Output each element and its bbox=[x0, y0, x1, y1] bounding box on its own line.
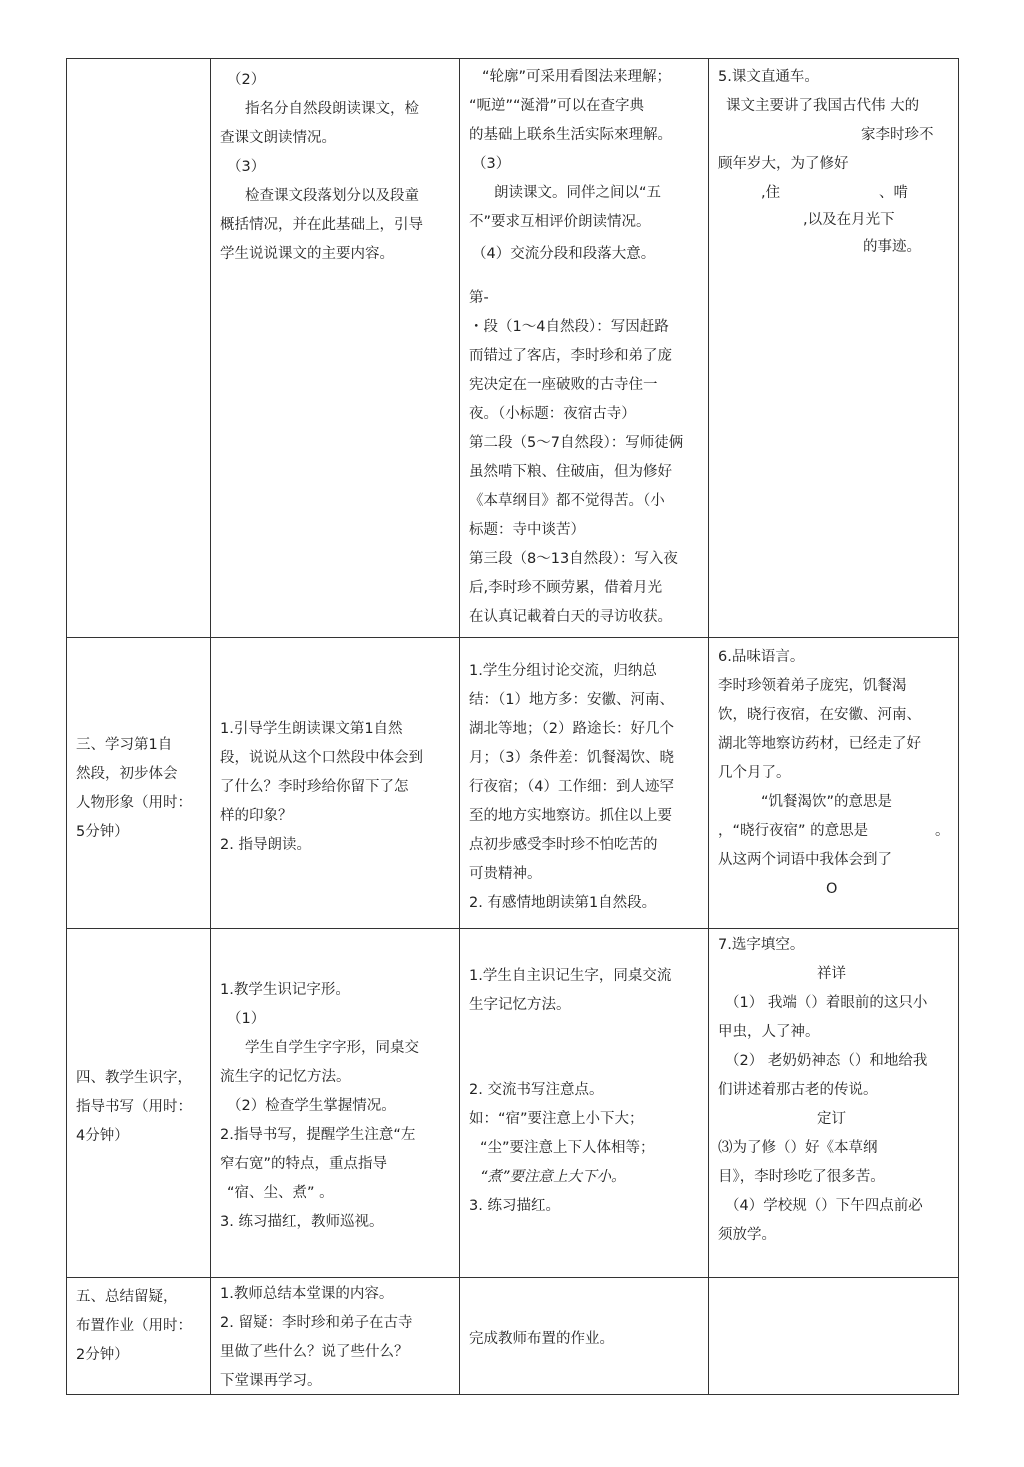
stage-label-line: 四、教学生识字， bbox=[76, 1070, 192, 1086]
text-line: 6.品味语言。 bbox=[718, 649, 805, 665]
text-line: ,以及在月光下 bbox=[803, 212, 895, 228]
text-line: 了什么？李时珍给你留下了怎 bbox=[220, 779, 409, 795]
text-line: 甲虫，人了神。 bbox=[718, 1024, 820, 1040]
student-activity-cell bbox=[460, 59, 709, 638]
stage-label-line: 人物形象（用时： bbox=[76, 795, 192, 811]
text-line: 下堂课再学习。 bbox=[220, 1373, 322, 1389]
text-line: 2. 有感情地朗读第1自然段。 bbox=[469, 895, 657, 911]
text-line: ⑶为了修（）好《本草纲 bbox=[718, 1140, 878, 1156]
text-line: 朗读课文。同伴之间以“五 bbox=[494, 185, 662, 201]
text-line: （1） 我端（）着眼前的这只小 bbox=[725, 995, 928, 1011]
text-line: 月；（3）条件差：饥餐渴饮、晓 bbox=[469, 750, 674, 766]
text-line: 2. 指导朗读。 bbox=[220, 837, 311, 853]
table-row bbox=[67, 929, 959, 1278]
text-line: “呃逆”“涎滑”可以在查字典 bbox=[469, 98, 645, 114]
text-line: 在认真记載着白天的寻访收获。 bbox=[469, 609, 672, 625]
text-line: 学生自学生字字形，同桌交 bbox=[245, 1040, 419, 1056]
stage-label-line: 5分钟） bbox=[76, 824, 129, 840]
text-line: 祥详 bbox=[817, 966, 846, 982]
text-line: 里做了些什么？说了些什么？ bbox=[220, 1344, 409, 1360]
text-line: 3. 练习描红，教师巡视。 bbox=[220, 1214, 384, 1230]
text-line: 目》，李时珍吃了很多苦。 bbox=[718, 1169, 885, 1185]
text-line: 从这两个词语中我体会到了 bbox=[718, 852, 892, 868]
text-line: ・段（1～4自然段）：写因赶路 bbox=[469, 319, 669, 335]
text-line: （4）学校规（）下午四点前必 bbox=[725, 1198, 923, 1214]
text-line: 宪决定在一座破败的古寺住一 bbox=[469, 377, 658, 393]
stage-label-line: 三、学习第1自 bbox=[76, 737, 173, 753]
text-line: 点初步感受李时珍不怕吃苦的 bbox=[469, 837, 658, 853]
text-line: 标题：寺中谈苦） bbox=[469, 522, 585, 538]
text-line: 、啃 bbox=[879, 185, 908, 201]
student-activity-cell bbox=[460, 1278, 709, 1395]
exercise-cell bbox=[709, 638, 959, 929]
student-activity-cell bbox=[460, 638, 709, 929]
text-line: 5.课文直通车。 bbox=[718, 69, 819, 85]
stage-label-line: 4分钟） bbox=[76, 1128, 129, 1144]
text-line: 如：“宿”要注意上小下大； bbox=[469, 1111, 644, 1127]
teacher-activity-cell bbox=[211, 1278, 460, 1395]
table-row bbox=[67, 638, 959, 929]
teacher-activity-cell bbox=[211, 929, 460, 1278]
stage-label-line: 五、总结留疑， bbox=[76, 1289, 178, 1305]
text-line: （4）交流分段和段落大意。 bbox=[472, 246, 656, 262]
text-line: 检查课文段落划分以及段童 bbox=[245, 188, 419, 204]
stage-cell bbox=[67, 1278, 211, 1395]
text-line: 生字记忆方法。 bbox=[469, 997, 571, 1013]
text-line: 顾年岁大，为了修好 bbox=[718, 156, 849, 172]
text-line: 第三段（8～13自然段）：写入夜 bbox=[469, 551, 678, 567]
text-line: （2）检查学生掌握情况。 bbox=[227, 1098, 396, 1114]
text-line: （3） bbox=[227, 159, 266, 175]
text-line: 样的印象？ bbox=[220, 808, 293, 824]
text-line: 家李时珍不 bbox=[861, 127, 934, 143]
lesson-plan-table bbox=[66, 58, 959, 1395]
text-line: 们讲述着那古老的传说。 bbox=[718, 1082, 878, 1098]
exercise-cell bbox=[709, 929, 959, 1278]
text-line: 《本草纲目》都不觉得苦。（小 bbox=[469, 493, 665, 509]
text-line: 流生字的记忆方法。 bbox=[220, 1069, 351, 1085]
text-line: 至的地方实地察访。抓住以上要 bbox=[469, 808, 672, 824]
text-line: 饮，晓行夜宿，在安徽、河南、 bbox=[718, 707, 921, 723]
stage-label-line: 2分钟） bbox=[76, 1347, 129, 1363]
text-line: “宿、尘、煮” 。 bbox=[227, 1185, 334, 1201]
text-line: 夜。（小标题：夜宿古寺） bbox=[469, 406, 636, 422]
text-line: （2） bbox=[227, 72, 266, 88]
text-line: （3） bbox=[472, 156, 511, 172]
text-line: 。 bbox=[935, 823, 950, 839]
text-line: 2. 留疑：李时珍和弟子在古寺 bbox=[220, 1315, 413, 1331]
exercise-cell bbox=[709, 59, 959, 638]
stage-cell bbox=[67, 59, 211, 638]
text-line: 7.选字填空。 bbox=[718, 937, 805, 953]
stage-label-line: 然段，初步体会 bbox=[76, 766, 178, 782]
text-line: （2） 老奶奶神态（）和地给我 bbox=[725, 1053, 928, 1069]
text-line: 2.指导书写，提醒学生注意“左 bbox=[220, 1127, 416, 1143]
stage-label-line: 布置作业（用时： bbox=[76, 1318, 192, 1334]
text-line: O bbox=[826, 881, 838, 897]
text-line: 而错过了客店，李时珍和弟了庞 bbox=[469, 348, 672, 364]
text-line: 1.引导学生朗读课文第1自然 bbox=[220, 721, 403, 737]
text-line: 湖北等地；（2）路途长：好几个 bbox=[469, 721, 674, 737]
table-row bbox=[67, 1278, 959, 1395]
teacher-activity-cell bbox=[211, 59, 460, 638]
text-line: “饥餐渴饮”的意思是 bbox=[761, 794, 893, 810]
stage-label-line: 指导书写（用时： bbox=[76, 1099, 192, 1115]
text-line: 完成教师布置的作业。 bbox=[469, 1331, 614, 1347]
text-line: 1.学生自主识记生字，同桌交流 bbox=[469, 968, 672, 984]
text-line: ,住 bbox=[761, 185, 781, 201]
text-line: 3. 练习描红。 bbox=[469, 1198, 560, 1214]
teacher-activity-cell bbox=[211, 638, 460, 929]
stage-cell bbox=[67, 929, 211, 1278]
text-line: 定订 bbox=[817, 1111, 846, 1127]
text-line: 的事迹。 bbox=[863, 239, 921, 255]
text-line: 查课文朗读情况。 bbox=[220, 130, 336, 146]
text-line: ，“晓行夜宿” 的意思是 bbox=[718, 823, 869, 839]
text-line: 李时珍领着弟子庞宪，饥餐渴 bbox=[718, 678, 907, 694]
stage-cell bbox=[67, 638, 211, 929]
text-line: 不”要求互相评价朗读情况。 bbox=[469, 214, 651, 230]
text-line: 后,李时珍不顾劳累，借着月光 bbox=[469, 580, 663, 596]
text-line: 1.教学生识记字形。 bbox=[220, 982, 350, 998]
text-line: “轮廓”可采用看图法来理解； bbox=[482, 69, 672, 85]
text-line: 课文主要讲了我国古代伟 大的 bbox=[726, 98, 920, 114]
student-activity-cell bbox=[460, 929, 709, 1278]
table-row bbox=[67, 59, 959, 638]
text-line: “尘”要注意上下人体相等； bbox=[480, 1140, 655, 1156]
text-line: （1） bbox=[227, 1011, 266, 1027]
text-line: 的基础上联糸生活实际來理解。 bbox=[469, 127, 672, 143]
text-line: 指名分自然段朗读课文，检 bbox=[245, 101, 419, 117]
text-line: “煮”要注意上大下小。 bbox=[480, 1169, 626, 1185]
text-line: 第- bbox=[469, 290, 489, 306]
text-line: 几个月了。 bbox=[718, 765, 791, 781]
text-line: 学生说说课文的主要内容。 bbox=[220, 246, 394, 262]
text-line: 湖北等地察访药材，已经走了好 bbox=[718, 736, 921, 752]
text-line: 须放学。 bbox=[718, 1227, 776, 1243]
text-line: 行夜宿；（4）工作细：到人迹罕 bbox=[469, 779, 674, 795]
text-line: 虽然啃下粮、住破庙，但为修好 bbox=[469, 464, 672, 480]
text-line: 结：（1）地方多：安徽、河南、 bbox=[469, 692, 674, 708]
text-line: 概括情况，并在此基础上，引导 bbox=[220, 217, 423, 233]
text-line: 可贵精神。 bbox=[469, 866, 542, 882]
text-line: 窄右宽”的特点，重点指导 bbox=[220, 1156, 388, 1172]
text-line: 第二段（5～7自然段）：写师徒俩 bbox=[469, 435, 684, 451]
text-line: 2. 交流书写注意点。 bbox=[469, 1082, 604, 1098]
text-line: 段，说说从这个口然段中体会到 bbox=[220, 750, 423, 766]
text-line: 1.教师总结本堂课的内容。 bbox=[220, 1286, 394, 1302]
exercise-cell bbox=[709, 1278, 959, 1395]
text-line: 1.学生分组讨论交流，归纳总 bbox=[469, 663, 657, 679]
